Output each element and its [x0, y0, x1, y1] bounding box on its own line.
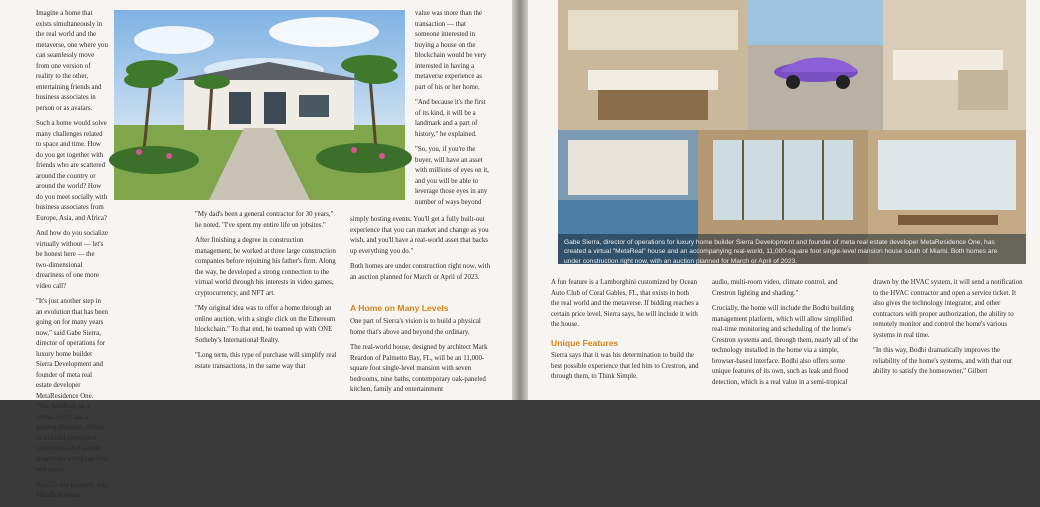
paragraph: Crucially, the home will include the Bodhi building management platform, which will allow simplified real-time monitoring and scheduling of the home's Crestron systems and, through them, nearly all of the technology installed in the home via a simple, browser-based interface. Bodhi also offers some unique features of its own, such as leak and flood detection, which is a real value in a semi-tropical — [712, 305, 859, 386]
paragraph: value was more than the transaction — that someone interested in buying a house on the blockchain would be very interested in having a metaverse experience as part of his or her home. — [415, 10, 487, 91]
photo-caption: Gabe Sierra, director of operations for luxury home builder Sierra Development and founder of meta real estate developer MetaResidence One, has created a virtual "MetaReal" house and an accompanying real-world, 11,000-square foot single-level mansion house south of Miami. Both homes are under construction right now, with an auction planned for March or April of 2023. — [564, 239, 998, 265]
paragraph: "So, you, if you're the buyer, will have an asset with millions of eyes on it, and you will be able to leverage those eyes in any number of ways beyond — [415, 146, 489, 206]
paragraph: "It's just another step in an evolution that has been going on for many years now," said Gabe Sierra, director of operations for luxury home builder Sierra Development and founder of meta real estate developer MetaResidence One. "The Sandbox, as a virtual world and a gaming platform, allows us to build immersive experiences that people around the world can visit and enjoy." — [36, 298, 108, 473]
house-exterior-photo — [114, 10, 405, 200]
house-illustration — [114, 10, 405, 200]
paragraph: Imagine a home that exists simultaneously in the real world and the metaverse, one where you can seamlessly move from one version of reality to the other, entertaining friends and business associates in person or as avatars. — [36, 10, 108, 112]
paragraph: Sierra says that it was his determination to build the best possible experience that led him to Crestron, and through them, to Think Simple. — [551, 352, 699, 380]
paragraph: drawn by the HVAC system, it will send a notification to the HVAC contractor and open a service ticket. It also gives the technology integrator, and other contractors with proper authorization, the ability to remotely monitor and control the home's various systems in real time. — [873, 279, 1023, 339]
right-column-1-after — [551, 351, 699, 388]
paragraph: Both homes are under construction right now, with an auction planned for March or April of 2023. — [350, 263, 491, 281]
left-column-3-wide — [350, 215, 491, 288]
left-column-3-top — [415, 9, 491, 213]
paragraph: "Long term, this type of purchase will simplify real estate transactions, in the same way that — [195, 352, 337, 370]
right-page — [528, 0, 1040, 400]
paragraph: Yet like any property, this MetaReal house — [36, 481, 108, 499]
paragraph: "And because it's the first of its kind, it will be a landmark and a part of history," he explained. — [415, 99, 486, 138]
right-column-3 — [873, 278, 1023, 383]
paragraph: A fun feature is a Lamborghini customized by Ocean Auto Club of Coral Gables, FL, that exists in both the real world and the metaverse. If bidding reaches a certain price level, Sierra says, he will include it with the house. — [551, 279, 699, 328]
right-column-2 — [712, 278, 860, 393]
left-column-3-after — [350, 317, 491, 401]
collage-illustration — [558, 0, 1026, 264]
left-page — [0, 0, 512, 499]
paragraph: "In this way, Bodhi dramatically improves the reliability of the home's systems, and with that our ability to satisfy the homeowner," Gilbert — [873, 347, 1013, 375]
left-column-2 — [195, 210, 341, 377]
section-heading-unique-features: Unique Features — [551, 338, 619, 348]
paragraph: Such a home would solve many challenges related to space and time. How do you get together with friends who are scattered around the country or around the world? How do you meet socially with business associates from Europe, Asia, and Africa? — [36, 120, 108, 222]
paragraph: After finishing a degree in construction management, he worked at three large construction companies before rejoining his father's firm. Along the way, he developed a strong connection to the virtual world through his interests in video games, cryptocurrency, and NFT art. — [195, 237, 336, 297]
spine-gutter — [512, 0, 528, 400]
paragraph: The real-world house, designed by architect Mark Reardon of Palmetto Bay, FL, will be an 11,000-square foot single-level mansion with seven bedrooms, nine baths, contemporary oak-paneled kitchen, family and entertainment — [350, 344, 488, 393]
paragraph: "My original idea was to offer a home through an online auction, with a single click on the Ethereum blockchain." To that end, he teamed up with ONE Sotheby's International Realty. — [195, 305, 336, 344]
paragraph: One part of Sierra's vision is to build a physical home that's above and beyond the ordinary. — [350, 318, 481, 336]
section-heading-home-levels: A Home on Many Levels — [350, 303, 449, 313]
paragraph: simply hosting events. You'll get a fully built-out experience that you can market and change as you wish, and you'll have a real-world asset that backs up everything you do." — [350, 216, 489, 255]
left-column-1 — [36, 9, 108, 507]
interior-photo-collage — [558, 0, 1026, 264]
right-column-1 — [551, 278, 699, 336]
paragraph: "My dad's been a general contractor for 30 years," he noted. "I've spent my entire life on jobsites." — [195, 211, 334, 229]
paragraph: And how do you socialize virtually without — let's be honest here — the two-dimensional dreariness of one more video call? — [36, 230, 108, 290]
paragraph: audio, multi-room video, climate control, and Crestron lighting and shading." — [712, 279, 838, 297]
